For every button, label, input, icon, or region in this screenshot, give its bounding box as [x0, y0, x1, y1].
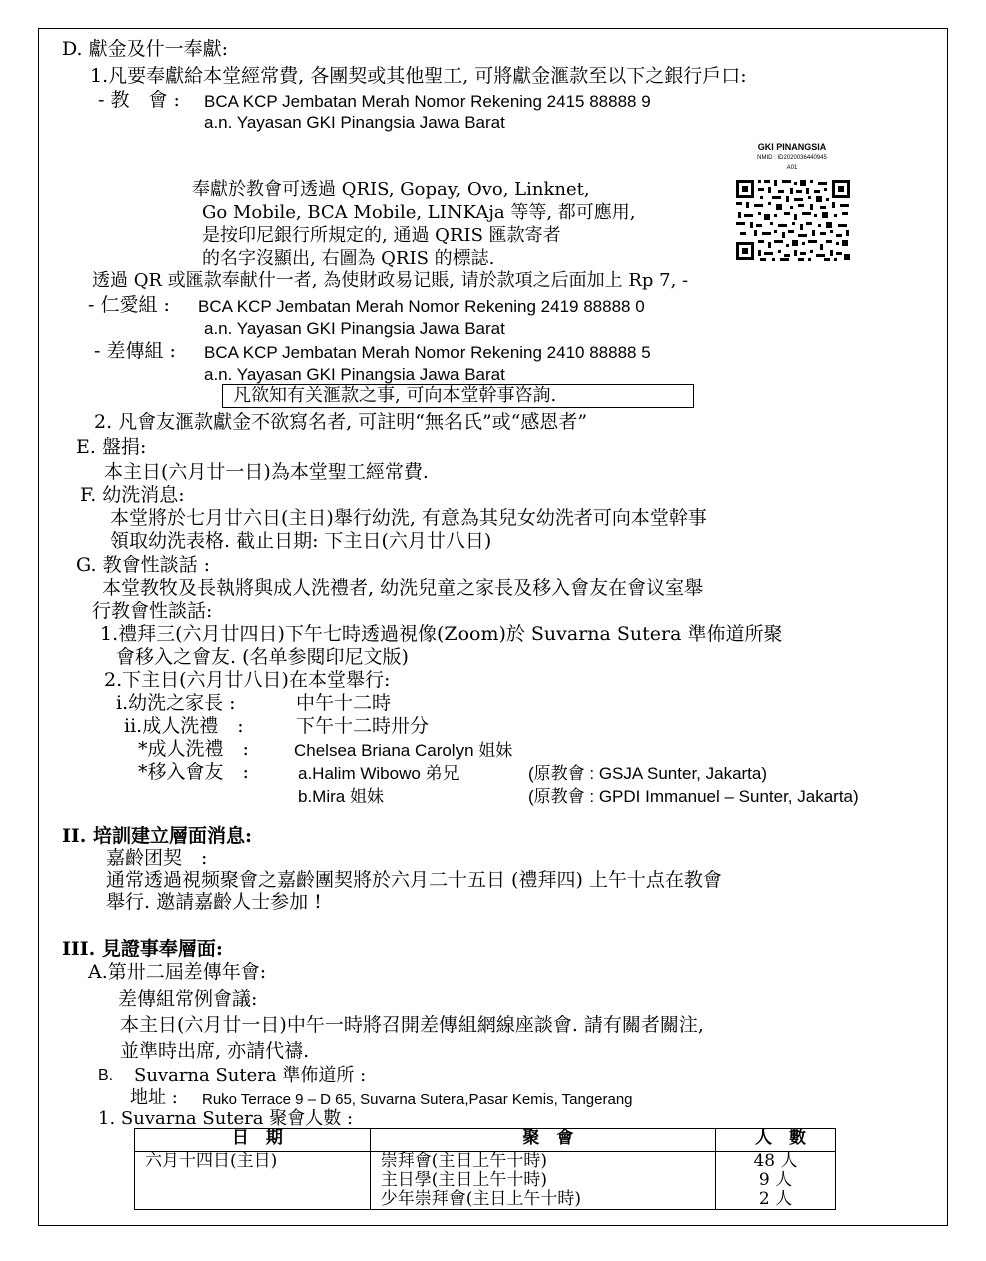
section-g-item1-line2: 會移入之會友. (名单参閱印尼文版)	[116, 646, 409, 668]
adult-baptism-candidate-name: Chelsea Briana Carolyn 姐妹	[294, 741, 513, 760]
attendance-meetings	[370, 1152, 715, 1210]
church-account-name: a.n. Yayasan GKI Pinangsia Jawa Barat	[204, 113, 505, 132]
address-value: Ruko Terrace 9 – D 65, Suvarna Sutera,Pasar Kemis, Tangerang	[202, 1091, 633, 1108]
qris-text-line4: 的名字沒顯出, 右圖為 QRIS 的標誌.	[202, 248, 495, 269]
attendance-count: 9 人	[758, 1170, 793, 1190]
section-d-heading: D. 獻金及什一奉獻:	[62, 38, 229, 60]
qris-merchant-name: GKI PINANGSIA	[757, 142, 827, 152]
attendance-table	[134, 1128, 836, 1210]
section-iii-a-text-line2: 並準時出席, 亦請代禱.	[120, 1040, 310, 1062]
attendance-date	[135, 1152, 371, 1210]
section-g-item2: 2.下主日(六月廿八日)在本堂舉行:	[104, 669, 391, 691]
section-iii-heading: III. 見證事奉層面:	[62, 938, 223, 960]
table-row	[135, 1152, 836, 1210]
section-g-heading: G. 教會性談話 :	[76, 554, 211, 576]
section-d-item2: 2. 凡會友滙款獻金不欲寫名者, 可註明“無名氏”或“感恩者”	[94, 411, 588, 433]
qr-tithe-note: 透過 QR 或匯款奉献什一者, 為使財政易记賬, 请於款項之后面加上 Rp 7, -	[92, 270, 689, 291]
attendance-count: 2 人	[758, 1189, 793, 1209]
qris-terminal-code: A01	[786, 165, 798, 171]
attendance-table-header-row	[135, 1129, 836, 1152]
section-ii-heading: II. 培訓建立層面消息:	[62, 825, 253, 847]
love-account-name: a.n. Yayasan GKI Pinangsia Jawa Barat	[204, 319, 505, 338]
adult-baptism-candidate-label: *成人洗禮 :	[138, 738, 249, 760]
section-d-item1: 1.凡要奉獻給本堂經常費, 各團契或其他聖工, 可將獻金滙款至以下之銀行戶口:	[90, 65, 747, 87]
remittance-inquiry-notice: 凡欲知有关滙款之事, 可向本堂幹事咨詢.	[222, 384, 694, 408]
qris-code-block	[728, 138, 856, 268]
transfer-member-a-name: a.Halim Wibowo 弟兄	[298, 764, 460, 783]
qr-code-icon	[734, 178, 852, 262]
meeting-name: 少年崇拜會(主日上午十時)	[380, 1189, 582, 1209]
section-iii-b-label: B.	[98, 1067, 114, 1084]
section-ii-text-line2: 舉行. 邀請嘉齡人士参加 !	[106, 891, 322, 913]
section-e-text: 本主日(六月廿一日)為本堂聖工經常費.	[104, 461, 429, 483]
column-header-count: 人 數	[715, 1129, 835, 1152]
section-ii-subheading: 嘉齡团契 :	[106, 847, 208, 869]
qris-text-line3: 是按印尼銀行所規定的, 通過 QRIS 匯款寄者	[202, 225, 561, 246]
section-ii-text-line1: 通常透過視频聚會之嘉齡團契將於六月二十五日 (禮拜四) 上午十点在教會	[106, 869, 722, 891]
love-account-label: - 仁愛組 :	[88, 294, 170, 316]
infant-baptism-parents-time: 中午十二時	[296, 692, 392, 714]
section-f-heading: F. 幼洗消息:	[80, 484, 185, 506]
section-f-text-line1: 本堂將於七月廿六日(主日)舉行幼洗, 有意為其兒女幼洗者可向本堂幹事	[110, 507, 707, 529]
mission-account-number: BCA KCP Jembatan Merah Nomor Rekening 2410 88888 5	[204, 343, 651, 362]
transfer-members-label: *移入會友 :	[138, 761, 249, 783]
qris-text-line2: Go Mobile, BCA Mobile, LINKAja 等等, 都可應用,	[202, 202, 636, 223]
mission-account-label: - 差傳組 :	[94, 340, 176, 362]
section-iii-a-subheading: 差傳組常例會議:	[118, 988, 258, 1010]
section-g-intro-line1: 本堂教牧及長執將與成人洗禮者, 幼洗兒童之家長及移入會友在會议室舉	[102, 577, 704, 599]
meeting-name: 崇拜會(主日上午十時)	[380, 1151, 548, 1171]
transfer-member-b-name: b.Mira 姐妹	[298, 787, 384, 806]
section-iii-b-heading: Suvarna Sutera 準佈道所 :	[134, 1065, 367, 1086]
section-iii-a-heading: A.第卅二屆差傳年會:	[88, 961, 267, 983]
meeting-name: 主日學(主日上午十時)	[380, 1170, 548, 1190]
attendance-heading: 1. Suvarna Sutera 聚會人數 :	[98, 1108, 354, 1129]
adult-baptism-time: 下午十二時卅分	[296, 715, 430, 737]
qris-nmid: NMID : ID2020036440945	[757, 155, 827, 161]
church-account-number: BCA KCP Jembatan Merah Nomor Rekening 2415 88888 9	[204, 92, 651, 111]
attendance-date-value: 六月十四日(主日)	[145, 1151, 278, 1171]
section-e-heading: E. 盤捐:	[76, 436, 147, 458]
attendance-count: 48 人	[753, 1151, 798, 1171]
attendance-counts	[715, 1152, 835, 1210]
section-g-item1-line1: 1.禮拜三(六月廿四日)下午七時透過視像(Zoom)於 Suvarna Sutera 準佈道所聚	[100, 623, 783, 645]
column-header-meeting: 聚 會	[370, 1129, 715, 1152]
church-account-label: - 教 會 :	[98, 89, 180, 111]
love-account-number: BCA KCP Jembatan Merah Nomor Rekening 2419 88888 0	[198, 297, 645, 316]
adult-baptism-label: ii.成人洗禮 :	[124, 715, 244, 737]
section-g-intro-line2: 行教會性談話:	[92, 600, 213, 622]
infant-baptism-parents-label: i.幼洗之家長 :	[116, 692, 236, 714]
address-label: 地址 :	[130, 1087, 178, 1108]
transfer-member-b-origin: (原教會 : GPDI Immanuel – Sunter, Jakarta)	[528, 787, 859, 806]
section-iii-a-text-line1: 本主日(六月廿一日)中午一時將召開差傳組網線座談會. 請有關者關注,	[120, 1014, 704, 1036]
transfer-member-a-origin: (原教會 : GSJA Sunter, Jakarta)	[528, 764, 768, 783]
column-header-date: 日 期	[135, 1129, 371, 1152]
section-f-text-line2: 領取幼洗表格. 截止日期: 下主日(六月廿八日)	[110, 530, 492, 552]
qris-text-line1: 奉獻於教會可透過 QRIS, Gopay, Ovo, Linknet,	[192, 179, 590, 200]
mission-account-name: a.n. Yayasan GKI Pinangsia Jawa Barat	[204, 365, 505, 384]
